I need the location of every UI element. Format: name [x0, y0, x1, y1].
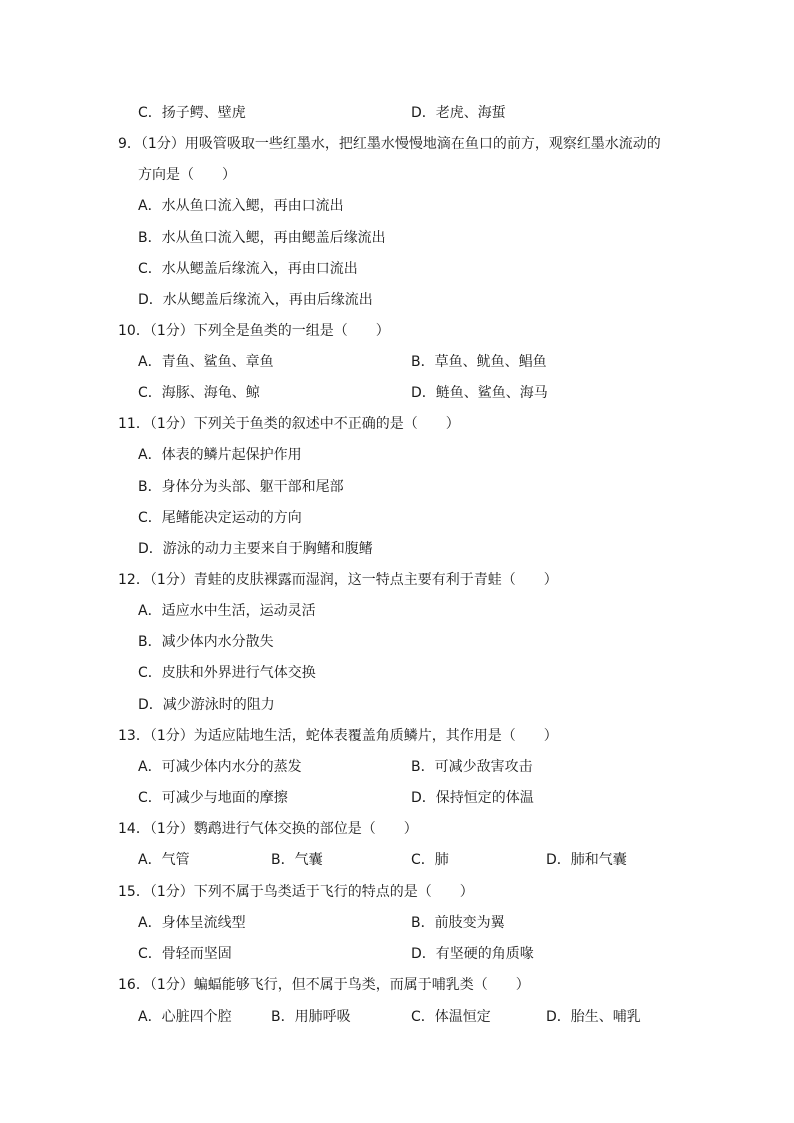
q12-option-a: A．适应水中生活，运动灵活 — [138, 603, 316, 619]
q11-option-c: C．尾鳍能决定运动的方向 — [138, 510, 302, 526]
q11-option-b: B．身体分为头部、躯干部和尾部 — [138, 479, 344, 495]
q10-option-c: C．海豚、海龟、鲸 — [138, 385, 260, 401]
q10-option-d: D．鲢鱼、鲨鱼、海马 — [411, 385, 548, 401]
q12-option-b: B．减少体内水分散失 — [138, 634, 274, 650]
q12-stem: 12．（1分）青蛙的皮肤裸露而湿润，这一特点主要有利于青蛙（ ） — [118, 572, 558, 588]
q13-option-b: B．可减少敌害攻击 — [411, 759, 533, 775]
q16-option-b: B．用肺呼吸 — [271, 1009, 351, 1025]
q13-stem: 13．（1分）为适应陆地生活，蛇体表覆盖角质鳞片，其作用是（ ） — [118, 728, 558, 744]
q10-option-b: B．草鱼、鱿鱼、鲳鱼 — [411, 354, 547, 370]
q13-option-c: C．可减少与地面的摩擦 — [138, 790, 288, 806]
q10-option-a: A．青鱼、鲨鱼、章鱼 — [138, 354, 274, 370]
q15-option-a: A．身体呈流线型 — [138, 915, 246, 931]
q14-option-c: C．肺 — [411, 852, 449, 868]
q9-stem: 9．（1分）用吸管吸取一些红墨水，把红墨水慢慢地滴在鱼口的前方，观察红墨水流动的 — [118, 136, 661, 152]
q14-stem: 14．（1分）鹦鹉进行气体交换的部位是（ ） — [118, 821, 418, 837]
q15-option-d: D．有坚硬的角质喙 — [411, 946, 534, 962]
q13-option-a: A．可减少体内水分的蒸发 — [138, 759, 302, 775]
q8-option-c: C．扬子鳄、壁虎 — [138, 105, 246, 121]
q15-stem: 15．（1分）下列不属于鸟类适于飞行的特点的是（ ） — [118, 884, 474, 900]
q9-option-d: D．水从鳃盖后缘流入，再由后缘流出 — [138, 292, 373, 308]
q15-option-b: B．前肢变为翼 — [411, 915, 505, 931]
q16-option-c: C．体温恒定 — [411, 1009, 491, 1025]
q16-stem: 16．（1分）蝙蝠能够飞行，但不属于鸟类，而属于哺乳类（ ） — [118, 977, 530, 993]
q16-option-a: A．心脏四个腔 — [138, 1009, 232, 1025]
q11-option-d: D．游泳的动力主要来自于胸鳍和腹鳍 — [138, 541, 373, 557]
q15-option-c: C．骨轻而坚固 — [138, 946, 232, 962]
q13-option-d: D．保持恒定的体温 — [411, 790, 534, 806]
q8-option-d: D．老虎、海蜇 — [411, 105, 506, 121]
q14-option-d: D．肺和气囊 — [546, 852, 627, 868]
q9-option-b: B．水从鱼口流入鳃，再由鳃盖后缘流出 — [138, 230, 386, 246]
q12-option-c: C．皮肤和外界进行气体交换 — [138, 665, 316, 681]
q11-option-a: A．体表的鳞片起保护作用 — [138, 447, 302, 463]
q11-stem: 11．（1分）下列关于鱼类的叙述中不正确的是（ ） — [118, 416, 460, 432]
q16-option-d: D．胎生、哺乳 — [546, 1009, 641, 1025]
q14-option-a: A．气管 — [138, 852, 190, 868]
q9-option-c: C．水从鳃盖后缘流入，再由口流出 — [138, 261, 358, 277]
q12-option-d: D．减少游泳时的阻力 — [138, 697, 275, 713]
q9-option-a: A．水从鱼口流入鳃，再由口流出 — [138, 198, 344, 214]
q9-stem-cont: 方向是（ ） — [138, 167, 236, 183]
q10-stem: 10．（1分）下列全是鱼类的一组是（ ） — [118, 323, 390, 339]
q14-option-b: B．气囊 — [271, 852, 323, 868]
